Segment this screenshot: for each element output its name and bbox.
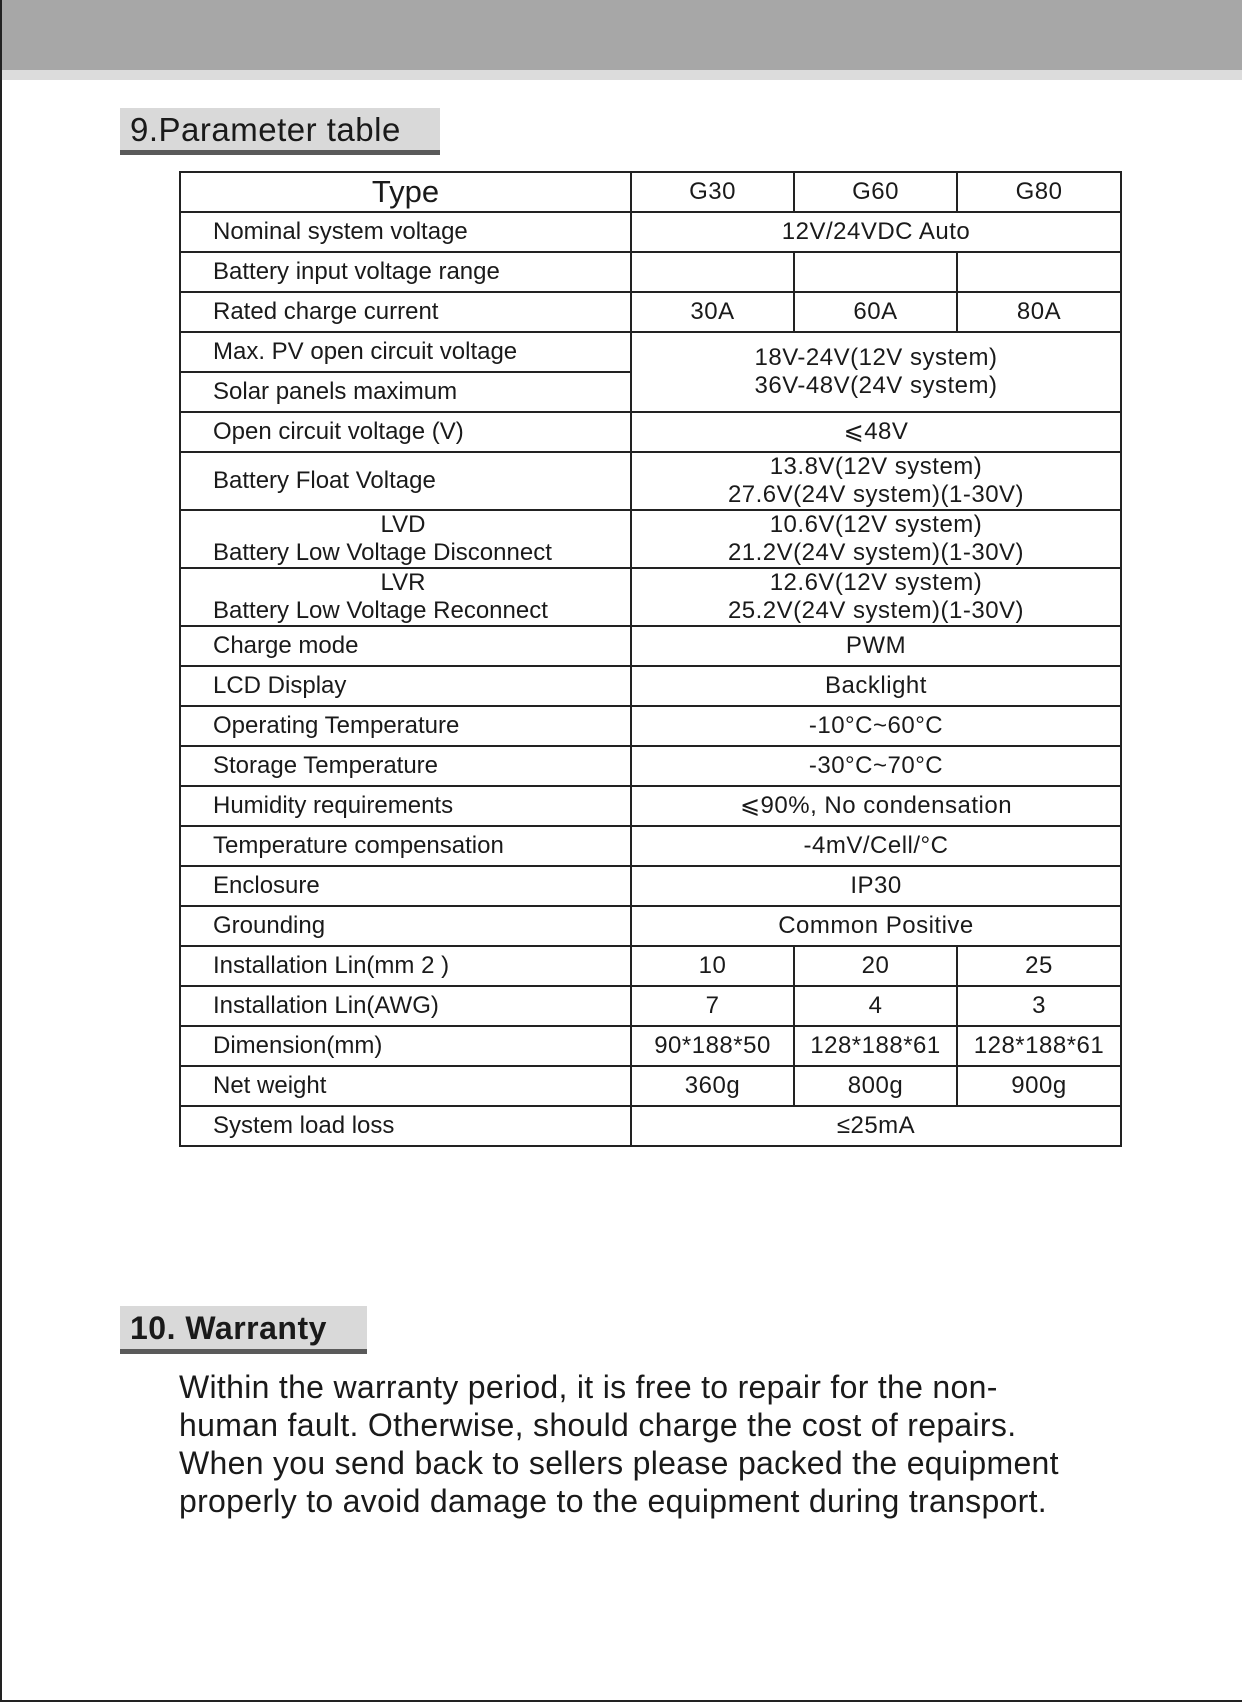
table-row (180, 626, 1121, 666)
model-header-g80: G80 (957, 172, 1121, 212)
row-value: 900g (957, 1066, 1121, 1106)
row-label: System load loss (180, 1106, 631, 1146)
row-value: 360g (631, 1066, 794, 1106)
type-header: Type (180, 172, 631, 212)
row-label: Solar panels maximum (180, 372, 631, 412)
row-value: -10°C~60°C (631, 706, 1121, 746)
table-row (180, 510, 1121, 568)
table-row (180, 706, 1121, 746)
row-value: 3 (957, 986, 1121, 1026)
table-row (180, 746, 1121, 786)
row-label: Grounding (180, 906, 631, 946)
row-value: 12V/24VDC Auto (631, 212, 1121, 252)
table-row (180, 252, 1121, 292)
row-label: Operating Temperature (180, 706, 631, 746)
parameter-table (179, 171, 1122, 1147)
model-header-g60: G60 (794, 172, 957, 212)
row-value: 20 (794, 946, 957, 986)
row-value: 128*188*61 (957, 1026, 1121, 1066)
row-label: Installation Lin(AWG) (180, 986, 631, 1026)
lvr-title: LVR (380, 569, 426, 596)
table-row (180, 1026, 1121, 1066)
row-label: Net weight (180, 1066, 631, 1106)
table-row (180, 1106, 1121, 1146)
table-row (180, 452, 1121, 510)
row-value (957, 252, 1121, 292)
row-value: ⩽48V (631, 412, 1121, 452)
row-value: PWM (631, 626, 1121, 666)
row-label: Enclosure (180, 866, 631, 906)
row-value: 128*188*61 (794, 1026, 957, 1066)
row-label (180, 510, 631, 568)
row-label: Charge mode (180, 626, 631, 666)
section-title-parameter-table: 9.Parameter table (120, 108, 440, 155)
row-label: Battery Float Voltage (180, 452, 631, 510)
warranty-line: human fault. Otherwise, should charge the cost of repairs. (179, 1407, 1017, 1443)
row-value: ⩽90%, No condensation (631, 786, 1121, 826)
row-value: 25 (957, 946, 1121, 986)
row-label: Rated charge current (180, 292, 631, 332)
warranty-text (179, 1368, 1139, 1520)
value-line: 36V-48V(24V system) (754, 372, 998, 399)
lvd-title: LVD (380, 511, 426, 538)
row-label (180, 568, 631, 626)
table-row (180, 826, 1121, 866)
table-row (180, 412, 1121, 452)
model-header-g30: G30 (631, 172, 794, 212)
row-value: 80A (957, 292, 1121, 332)
row-value: Backlight (631, 666, 1121, 706)
value-line: 12.6V(12V system) (769, 569, 983, 596)
table-row (180, 946, 1121, 986)
row-value: 800g (794, 1066, 957, 1106)
row-label: Temperature compensation (180, 826, 631, 866)
lvr-label: Battery Low Voltage Reconnect (213, 597, 548, 624)
row-value: 4 (794, 986, 957, 1026)
value-line: 21.2V(24V system)(1-30V) (727, 539, 1025, 566)
warranty-line: When you send back to sellers please packed the equipment (179, 1445, 1059, 1481)
table-row (180, 986, 1121, 1026)
table-row (180, 568, 1121, 626)
table-row (180, 906, 1121, 946)
row-label: Storage Temperature (180, 746, 631, 786)
row-label: Max. PV open circuit voltage (180, 332, 631, 372)
section-title-warranty: 10. Warranty (120, 1306, 367, 1354)
row-value (631, 252, 794, 292)
row-value: IP30 (631, 866, 1121, 906)
row-value (794, 252, 957, 292)
row-value (631, 568, 1121, 626)
warranty-line: Within the warranty period, it is free to repair for the non- (179, 1369, 998, 1405)
row-value: 60A (794, 292, 957, 332)
row-label: Dimension(mm) (180, 1026, 631, 1066)
table-row (180, 332, 1121, 372)
row-value (631, 332, 1121, 412)
table-row (180, 212, 1121, 252)
table-row (180, 292, 1121, 332)
table-row (180, 172, 1121, 212)
row-value: 10 (631, 946, 794, 986)
row-value: 30A (631, 292, 794, 332)
table-row (180, 1066, 1121, 1106)
table-row (180, 786, 1121, 826)
warranty-line: properly to avoid damage to the equipment during transport. (179, 1483, 1047, 1519)
row-label: Battery input voltage range (180, 252, 631, 292)
row-label: Humidity requirements (180, 786, 631, 826)
row-value: Common Positive (631, 906, 1121, 946)
row-value: 7 (631, 986, 794, 1026)
row-label: Open circuit voltage (V) (180, 412, 631, 452)
row-value: 90*188*50 (631, 1026, 794, 1066)
row-label: Installation Lin(mm 2 ) (180, 946, 631, 986)
table-row (180, 866, 1121, 906)
value-line: 27.6V(24V system)(1-30V) (727, 481, 1025, 508)
value-line: 18V-24V(12V system) (754, 344, 998, 371)
row-value (631, 452, 1121, 510)
row-value: -30°C~70°C (631, 746, 1121, 786)
table-row (180, 666, 1121, 706)
value-line: 13.8V(12V system) (769, 453, 983, 480)
row-value: -4mV/Cell/°C (631, 826, 1121, 866)
lvd-label: Battery Low Voltage Disconnect (213, 539, 552, 566)
row-value (631, 510, 1121, 568)
value-line: 25.2V(24V system)(1-30V) (727, 597, 1025, 624)
row-value: ≤25mA (631, 1106, 1121, 1146)
value-line: 10.6V(12V system) (769, 511, 983, 538)
row-label: LCD Display (180, 666, 631, 706)
row-label: Nominal system voltage (180, 212, 631, 252)
